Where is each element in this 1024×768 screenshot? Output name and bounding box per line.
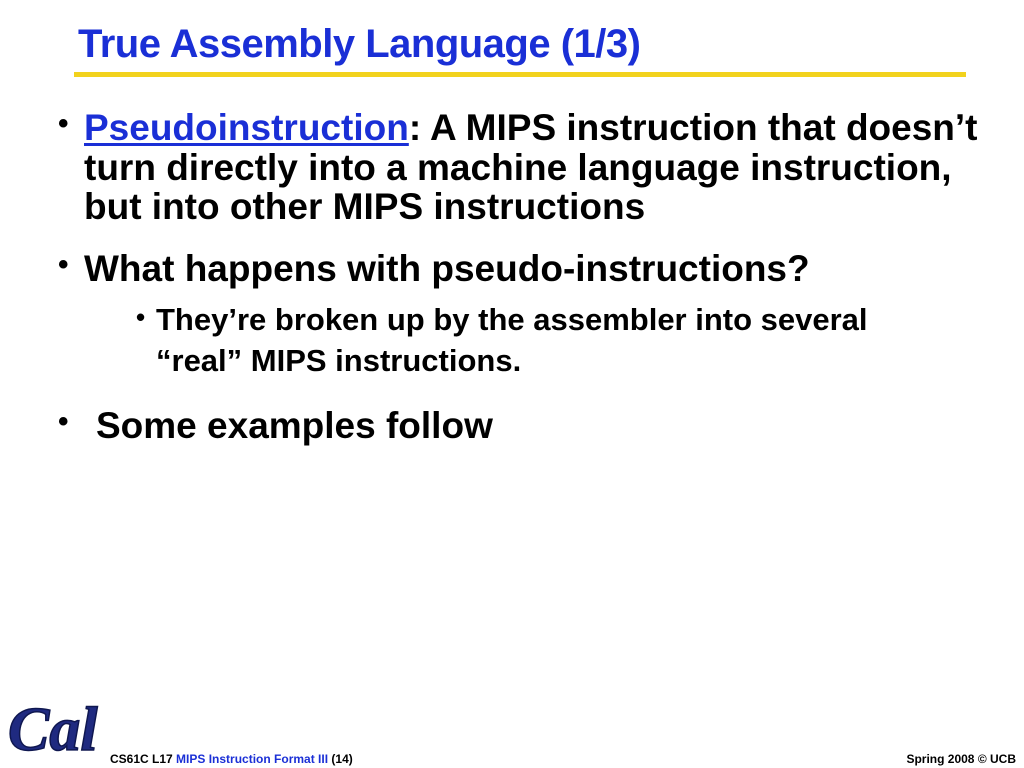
- bullet-item: [56, 108, 986, 227]
- bullet-glyph: •: [58, 247, 69, 281]
- footer-page-number: (14): [331, 752, 353, 766]
- sub-bullet-text: They’re broken up by the assembler into several “real” MIPS instructions.: [156, 302, 868, 379]
- bullet-glyph: •: [58, 405, 69, 439]
- bullet-item: [56, 249, 986, 289]
- bullet-list: [56, 108, 986, 468]
- footer-lecture-title: MIPS Instruction Format III: [176, 752, 329, 766]
- bullet-text: Some examples follow: [96, 405, 493, 447]
- bullet-item: [56, 406, 986, 446]
- term-pseudoinstruction: Pseudoinstruction: [84, 107, 409, 148]
- bullet-text: : A MIPS instruction that doesn’t turn directly into a machine language instruction, but into other MIPS instructions: [84, 107, 978, 228]
- sub-bullet-item: [136, 300, 956, 382]
- cal-logo-text: Cal: [8, 696, 98, 762]
- bullet-glyph: •: [58, 107, 69, 140]
- footer-course: CS61C L17: [110, 752, 173, 766]
- footer-course-info: [110, 752, 353, 766]
- footer-copyright: Spring 2008 © UCB: [906, 752, 1016, 766]
- cal-logo: [6, 686, 106, 762]
- bullet-text: What happens with pseudo-instructions?: [84, 247, 810, 289]
- bullet-glyph: •: [136, 302, 146, 333]
- slide-title: True Assembly Language (1/3): [78, 22, 641, 66]
- title-underline-rule: [74, 72, 966, 77]
